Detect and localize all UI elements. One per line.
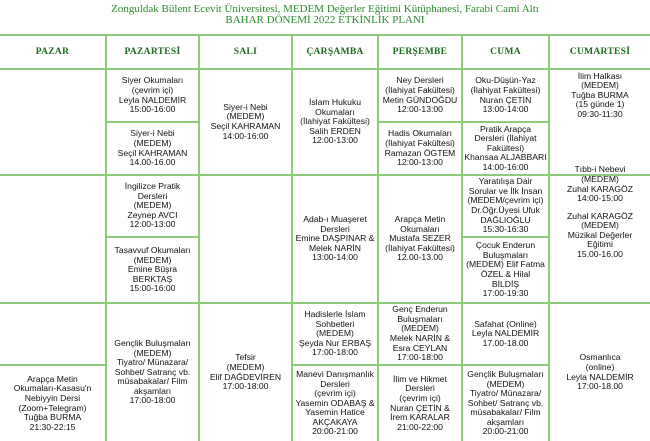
event-line: Dersleri <box>405 383 435 394</box>
header-line2: BAHAR DÖNEMİ 2022 ETKİNLİK PLANI <box>225 14 425 26</box>
event-line: 15:00-16:00 <box>129 283 176 294</box>
event-line: Siyer-i Nebi <box>130 128 175 139</box>
event-line: Dersleri (İlahiyat <box>474 133 537 144</box>
day-header-persembe: PERŞEMBE <box>392 47 448 57</box>
event-genc-enderun <box>379 304 461 364</box>
event-line: (İlahiyat Fakültesi) <box>385 137 455 148</box>
event-line: (MEDEM) <box>401 323 439 334</box>
event-line: 12:00-13:00 <box>312 135 358 146</box>
event-line: Şeyda Nur ERBAŞ <box>298 337 372 348</box>
event-line: Zuhal KARAGÖZ <box>567 183 633 194</box>
event-line: 14:00-16:00 <box>482 161 529 172</box>
event-line: Tiyatro/ Münazara/ <box>116 357 189 368</box>
event-line: 15:00-16:00 <box>129 104 176 115</box>
event-line: İlim Halkası <box>577 70 623 81</box>
event-line: (MEDEM) <box>226 361 265 372</box>
event-line: 17:00-18.00 <box>577 381 623 392</box>
event-line: (MEDEM) <box>581 173 619 184</box>
event-line: müsabakalar/ Film <box>470 407 541 418</box>
event-islam-hukuku <box>293 70 377 174</box>
event-arapca-metin <box>379 176 461 302</box>
event-line: İrem KARALAR <box>390 412 450 423</box>
event-line: Tıbb-i Nebevi <box>574 164 626 175</box>
event-hadis-okumalari <box>379 123 461 174</box>
event-line: Tiyatro/ Münazara/ <box>469 388 542 399</box>
event-line: 12:00-13:00 <box>397 157 443 168</box>
event-line: Yasemin Hatice <box>305 407 365 418</box>
event-line: Okumaları <box>400 223 440 234</box>
event-line: (MEDEM) <box>133 137 172 148</box>
event-line: Müzikal Değerler <box>567 229 633 240</box>
event-line: (MEDEM) <box>133 200 172 211</box>
event-line: (MEDEM/çevrim içi) <box>467 195 544 206</box>
event-line: (çevrim içi) <box>314 388 356 399</box>
event-line: (15 günde 1) <box>575 99 625 110</box>
page-header <box>0 0 650 26</box>
event-ilim-halkasi <box>550 70 650 121</box>
event-tibb-i-nebevi <box>550 123 650 302</box>
day-header-pazartesi: PAZARTESİ <box>124 47 181 57</box>
event-line: Gençlik Buluşmaları <box>467 368 544 379</box>
event-line: (MEDEM) <box>133 254 172 265</box>
event-line: (İlahiyat Fakültesi) <box>470 84 541 95</box>
event-line: 12:00-13:00 <box>397 104 443 115</box>
event-line: Pratik Arapça <box>479 123 532 134</box>
event-manevi-danismanlik <box>293 366 377 441</box>
event-line: Dersleri <box>320 378 350 389</box>
event-line: Buluşmaları <box>397 313 443 324</box>
day-header-sali: SALI <box>233 47 258 57</box>
header-line1: Zonguldak Bülent Ecevit Üniversitesi, MEDEM Değerler Eğitimi Kütüphanesi, Farabi Cami Altı <box>111 3 539 15</box>
event-line: (çevrim içi) <box>399 392 441 403</box>
event-line: 17.00-18.00 <box>482 337 529 348</box>
event-line: 17:00-18:00 <box>312 347 358 358</box>
event-siyer-okumalari <box>107 70 198 121</box>
event-line: (çevrim içi) <box>131 84 174 95</box>
event-line: Buluşmaları <box>482 249 529 260</box>
event-tefsir <box>200 304 291 441</box>
event-line: Osmanlıca <box>579 352 621 363</box>
event-line: (MEDEM) <box>226 111 265 122</box>
event-line: Siyer-i Nebi <box>223 101 268 112</box>
event-line: Tuğba BURMA <box>23 412 82 423</box>
event-line: (online) <box>585 361 615 372</box>
event-line: 21:30-22:15 <box>29 421 76 432</box>
event-line: Tefsir <box>235 352 256 363</box>
event-line: Fakültesi) <box>486 142 525 153</box>
event-line: (MEDEM) <box>486 378 525 389</box>
event-line: Esra CEYLAN <box>392 342 448 353</box>
event-adab-i-muaseret <box>293 176 377 302</box>
event-line: Okumaları <box>315 106 355 117</box>
event-line: 12.00-13.00 <box>397 252 443 263</box>
event-line: Sorular ve İlk İnsan <box>468 185 543 196</box>
event-line: BERKTAŞ <box>132 273 173 284</box>
event-line: İngilizce Pratik <box>124 181 181 192</box>
event-line: (İlahiyat Fakültesi) <box>385 242 455 253</box>
event-line: 17:00-18:00 <box>397 352 443 363</box>
event-ilim-ve-hikmet <box>379 366 461 441</box>
event-genclik-bulusmalari-cuma <box>463 366 548 441</box>
event-genclik-bulusmalari <box>107 304 198 441</box>
event-line: Gençlik Buluşmaları <box>114 337 191 348</box>
day-header-cuma: CUMA <box>490 47 521 57</box>
event-line: Safahat (Online) <box>474 318 537 329</box>
event-line: Siyer Okumaları <box>121 75 184 86</box>
event-line: Çocuk Enderun <box>475 240 536 251</box>
event-line: (MEDEM) <box>581 220 619 231</box>
event-line: Seçil KAHRAMAN <box>210 121 281 131</box>
event-line: Yaratılışa Dair <box>478 176 533 187</box>
event-line: Yasemin ODABAŞ & <box>295 397 375 408</box>
event-line: Sohbet/ Satranç vb. <box>114 366 191 377</box>
event-line: Hadislerle İslam <box>304 309 366 320</box>
event-line: 14:00-15:00 <box>577 193 623 204</box>
event-line: Adab-ı Muaşeret <box>303 214 367 225</box>
event-line: Emine Büşra <box>127 264 178 275</box>
event-line: Emine DAŞPINAR & <box>295 233 375 244</box>
event-line: Arapça Metin <box>394 214 446 225</box>
event-line: Ramazan ÖGTEM <box>384 147 456 158</box>
schedule-table <box>0 34 650 441</box>
event-line: Sohbet/ Satranç vb. <box>467 397 544 408</box>
event-line: Melek NARİN & <box>389 333 451 343</box>
event-line: akşamları <box>486 416 525 427</box>
event-line: müsabakalar/ Film <box>117 376 188 387</box>
event-line: AKÇAKAYA <box>312 416 358 427</box>
event-line: ÖZEL & Hilal <box>480 269 531 279</box>
event-hadislerle-islam <box>293 304 377 364</box>
event-line: (MEDEM) Elif Fatma <box>466 259 545 270</box>
event-line: (MEDEM) <box>133 347 172 358</box>
event-line: Tasavvuf Okumaları <box>114 245 191 256</box>
event-ingilizce-pratik <box>107 176 198 236</box>
event-line: Genç Enderun <box>392 304 448 315</box>
day-header-pazar: PAZAR <box>35 47 70 57</box>
event-line: Dr.Öğr.Üyesi Ufuk <box>471 205 540 215</box>
event-safahat <box>463 304 548 364</box>
event-line: Arapça Metin <box>27 373 78 384</box>
event-line: Ney Dersleri <box>396 75 444 86</box>
event-line: 17:00-18:00 <box>129 395 176 406</box>
event-line: Salih ERDEN <box>309 125 361 136</box>
event-line: Melek NARİN <box>308 242 362 253</box>
event-siyer-i-nebi-sali <box>200 70 291 174</box>
event-line: Leyla NALDEMİR <box>566 371 634 382</box>
event-line: 14.00-16.00 <box>129 157 176 168</box>
event-line: (Zoom+Telegram) <box>18 402 87 413</box>
event-line: Dersleri <box>320 223 350 234</box>
event-line: 21:00-22:00 <box>397 421 443 432</box>
event-line: 20:00-21:00 <box>482 426 529 437</box>
event-line: (İlahiyat Fakültesi) <box>385 84 455 95</box>
event-line: Eğitimi <box>587 239 613 250</box>
event-line: BİLDİŞ <box>491 278 520 289</box>
event-line: Sohbetleri <box>315 318 355 329</box>
event-yaratilisa-dair <box>463 176 548 236</box>
event-line: Okumaları-Kasasu'n <box>13 383 92 394</box>
event-line: 12:00-13:00 <box>129 219 176 230</box>
event-line: 13:00-14:00 <box>312 252 358 263</box>
event-line: Mustafa SEZER <box>389 233 451 244</box>
event-osmanlica <box>550 304 650 441</box>
event-line: Nuran ÇETİN & <box>390 402 450 413</box>
event-line: Manevi Danışmanlık <box>296 368 374 379</box>
event-line: (MEDEM) <box>316 328 354 339</box>
event-ney-dersleri <box>379 70 461 121</box>
event-line: Zuhal KARAGÖZ <box>567 210 633 221</box>
event-line: 17:00-18:00 <box>222 381 269 392</box>
event-line: akşamları <box>133 385 172 396</box>
event-line: 15.00-16.00 <box>577 249 623 260</box>
event-line: Zeynep AVCI <box>127 209 178 220</box>
event-line: 17:00-19:30 <box>482 288 529 299</box>
day-header-cumartesi: CUMARTESİ <box>569 47 631 57</box>
event-line: Hadis Okumaları <box>388 128 452 139</box>
event-line: Leyla NALDEMİR <box>118 94 187 105</box>
event-pratik-arapca <box>463 123 548 174</box>
event-line: 09:30-11:30 <box>577 108 623 119</box>
event-line: 14:00-16:00 <box>222 130 269 141</box>
event-line: (İlahiyat Fakültesi) <box>300 116 370 127</box>
event-line: 15:30-16:30 <box>482 224 529 235</box>
event-line: Leyla NALDEMİR <box>471 328 540 339</box>
event-line: Tuğba BURMA <box>571 89 629 100</box>
event-line: İlim ve Hikmet <box>393 373 447 384</box>
event-line: Dersleri <box>137 190 168 201</box>
event-tasavvuf-okumalari <box>107 238 198 302</box>
event-line: Nebiyyin Dersi <box>24 392 81 403</box>
event-line: 20:00-21:00 <box>312 426 358 437</box>
event-line: 13:00-14:00 <box>482 104 529 115</box>
event-line: DAĞLIOĞLU <box>480 214 531 225</box>
event-oku-dusun-yaz <box>463 70 548 121</box>
event-cocuk-enderun <box>463 238 548 302</box>
event-line: Elif DAĞDEVİREN <box>209 371 282 382</box>
day-header-carsamba: ÇARŞAMBA <box>306 47 364 57</box>
event-arapca-metin-okumalari <box>0 366 105 441</box>
event-line: Khansaa ALJABBARI <box>464 152 547 163</box>
event-line: Seçil KAHRAMAN <box>117 147 188 158</box>
event-siyer-i-nebi <box>107 123 198 174</box>
event-line: İslam Hukuku <box>308 97 362 108</box>
event-line: Nuran ÇETİN <box>479 94 532 105</box>
event-line: (MEDEM) <box>581 80 619 91</box>
event-line: Metin GÜNDOĞDU <box>382 94 458 105</box>
event-line: Oku-Düşün-Yaz <box>475 75 536 86</box>
